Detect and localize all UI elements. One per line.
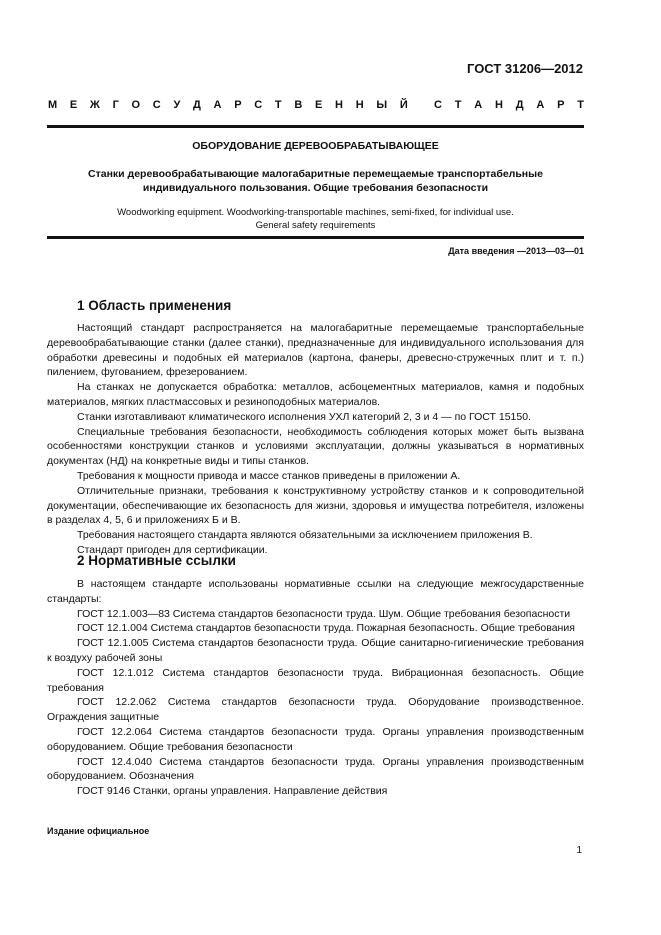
section-2-body [47,577,584,799]
introduction-date: Дата введения —2013—03—01 [448,246,584,256]
reference-item: ГОСТ 12.1.003—83 Система стандартов безопасности труда. Шум. Общие требования безопасности [77,607,571,620]
paragraph: Отличительные признаки, требования к конструктивному устройству станков и к сопроводительной документации, обеспечивающие их безопасность для жизни, здоровья и имущества потребителя, изложены в разделах 4, 5, 6 и приложениях Б и В. [47,484,584,527]
reference-item: ГОСТ 9146 Станки, органы управления. Направление действия [77,785,388,798]
reference-item: ГОСТ 12.2.062 Система стандартов безопасности труда. Оборудование производственное. Ограждения защитные [47,696,584,724]
subtitle-line-1: Станки деревообрабатывающие малогабаритные перемещаемые транспортабельные [88,168,543,180]
page-number: 1 [576,845,582,856]
section-2-heading: 2 Нормативные ссылки [77,553,236,568]
official-edition-note: Издание официальное [47,826,150,836]
reference-item: ГОСТ 12.1.004 Система стандартов безопасности труда. Пожарная безопасность. Общие требования [77,622,575,635]
english-title [47,206,584,232]
bottom-divider [47,236,584,239]
subtitle-line-2: индивидуального пользования. Общие требования безопасности [142,182,489,194]
paragraph: Настоящий стандарт распространяется на малогабаритные перемещаемые транспортабельные деревообрабатывающие станки (далее станки), предназначенные для индивидуального использования для обработки древесины и подобных ей материалов (картона, фанеры, древесно-стружечных плит и т. п.) пилением, фугованием, фрезерованием. [47,322,584,379]
standard-type-line [48,99,584,111]
document-subtitle [47,167,584,195]
paragraph: Требования настоящего стандарта являются обязательными за исключением приложения В. [77,529,533,542]
paragraph: Станки изготавливают климатического исполнения УХЛ категорий 2, 3 и 4 — по ГОСТ 15150. [77,410,531,423]
paragraph: На станках не допускается обработка: металлов, асбоцементных материалов, камня и подобных материалов, мягких пластмассовых и резиноподобных материалов. [47,381,584,408]
paragraph: В настоящем стандарте использованы нормативные ссылки на следующие межгосударственные стандарты: [47,578,584,605]
reference-item: ГОСТ 12.2.064 Система стандартов безопасности труда. Органы управления производственным оборудованием. Общие требования безопасности [47,725,584,753]
section-1-body [47,321,584,558]
standard-code: ГОСТ 31206—2012 [467,61,583,76]
top-divider [47,125,584,128]
standard-type-word-1: М Е Ж Г О С У Д А Р С Т В Е Н Н Ы Й [48,99,408,111]
paragraph: Специальные требования безопасности, необходимость соблюдения которых может быть вызвана особенностями конструкции станков и условиями эксплуатации, должны указываться в нормативных документах (НД) на конкретные виды и типы станков. [47,425,584,468]
reference-item: ГОСТ 12.1.005 Система стандартов безопасности труда. Общие санитарно-гигиенические требования к воздуху рабочей зоны [47,637,584,664]
english-title-line-2: General safety requirements [255,220,376,231]
reference-item: ГОСТ 12.1.012 Система стандартов безопасности труда. Вибрационная безопасность. Общие требования [47,666,584,694]
standard-type-word-2: С Т А Н Д А Р Т [434,99,584,111]
paragraph: Стандарт пригоден для сертификации. [77,543,268,556]
document-title: ОБОРУДОВАНИЕ ДЕРЕВООБРАБАТЫВАЮЩЕЕ [192,140,439,152]
reference-item: ГОСТ 12.4.040 Система стандартов безопасности труда. Органы управления производственным оборудованием. Обозначения [47,755,584,783]
section-1-heading: 1 Область применения [77,298,232,313]
paragraph: Требования к мощности привода и массе станков приведены в приложении А. [77,469,461,482]
english-title-line-1: Woodworking equipment. Woodworking-transportable machines, semi-fixed, for individual use. [117,207,514,218]
